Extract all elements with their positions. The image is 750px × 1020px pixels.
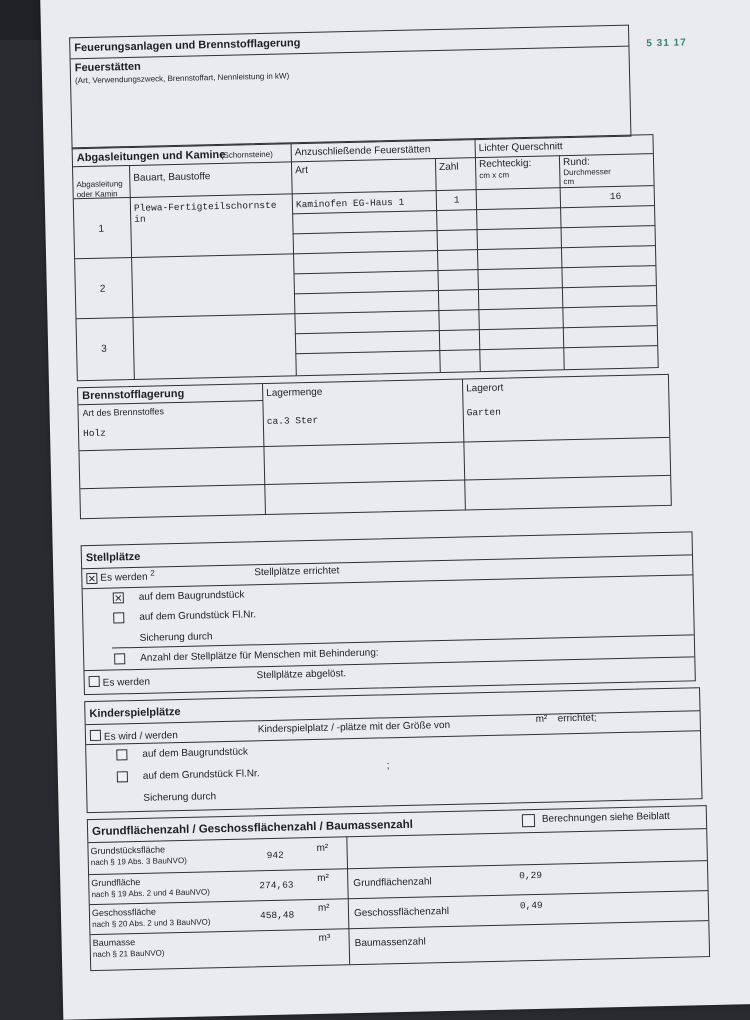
kinder-text: Kinderspielplatz / -plätze mit der Größe von [257,719,451,736]
gfz-row-3-label-1: Geschossfläche [91,906,157,919]
col-abgasleitung-2: oder Kamin [76,189,118,200]
gfz-row-2-label-1: Grundfläche [91,876,141,889]
behinderung-label: Anzahl der Stellplätze für Menschen mit Behinderung: [140,647,379,664]
gfz-row-2-unit: m² [317,872,330,884]
col-zahl: Zahl [439,161,459,173]
beiblatt-checkbox[interactable] [522,814,535,827]
gfz-row-2-zahl-label: Grundflächenzahl [353,876,432,890]
feuerstaetten-label: Feuerstätten [74,60,141,75]
abgas-row-1-bauart-2: in [134,213,146,225]
gfz-row-4-unit: m³ [318,932,331,944]
es-werden-label: Es werden [100,571,148,584]
kinder-sicherung-label: Sicherung durch [143,791,217,804]
gfz-row-1-unit: m² [316,842,329,854]
gfz-row-4-zahl-label: Baumassenzahl [354,936,426,950]
abgas-title: Abgasleitungen und Kamine [76,148,226,165]
col-anzuschliessende: Anzuschließende Feuerstätten [294,144,431,159]
stellplaetze-title: Stellplätze [85,550,141,565]
stellplaetze-section [81,531,696,695]
sicherung-label: Sicherung durch [139,631,213,644]
col-bauart: Bauart, Baustoffe [133,171,211,184]
abgas-row-1-art: Kaminofen EG-Haus 1 [295,196,405,211]
es-werden-checkbox[interactable]: × [87,570,96,587]
stellplaetze-errichtet: Stellplätze errichtet [254,565,340,579]
col-art: Art [295,164,309,177]
col-lagerort: Lagerort [466,382,504,395]
col-rund-unit-1: Durchmesser [563,167,611,178]
kinder-baugrundstueck-checkbox[interactable] [116,749,127,760]
abgas-row-1-num: 1 [98,223,105,235]
es-wird-checkbox[interactable] [90,730,101,741]
grundstueck-label: auf dem Grundstück Fl.Nr. [139,609,257,623]
kinder-grundstueck-label: auf dem Grundstück Fl.Nr. [142,768,260,782]
abgas-row-1-bauart-1: Plewa-Fertigteilschornste [133,199,277,214]
gfz-row-3-zahl-label: Geschossflächenzahl [353,905,450,920]
feuerung-title: Feuerungsanlagen und Brennstofflagerung [74,37,301,55]
baugrundstueck-label: auf dem Baugrundstück [138,589,245,603]
abgas-title-hint: (Schornsteine) [220,149,273,160]
gfz-title: Grundflächenzahl / Geschossflächenzahl / Baumassenzahl [91,818,413,839]
abgas-row-1-rund: 16 [609,190,622,203]
gfz-row-3-label-2: nach § 20 Abs. 2 und 3 BauNVO) [92,917,211,930]
brennstoff-section [77,374,672,519]
abgas-row-1-zahl: 1 [453,194,460,206]
stellplaetze-abgeloest: Stellplätze abgelöst. [256,668,347,682]
gfz-row-1-value: 942 [266,849,284,862]
gfz-row-3-zahl-value: 0,49 [519,899,543,912]
brennstoff-art-value: Holz [82,427,107,440]
feuerstaetten-hint: (Art, Verwendungszweck, Brennstoffart, Nennleistung in kW) [74,71,290,86]
es-wird-label: Es wird / werden [103,730,178,743]
gfz-row-1-label-1: Grundstücksfläche [90,844,166,857]
feuerung-section [69,25,631,150]
es-werden-2-label: Es werden [102,676,151,689]
kinder-grundstueck-checkbox[interactable] [117,771,128,782]
es-werden-2-checkbox[interactable] [89,676,100,687]
brennstoff-title: Brennstofflagerung [82,387,185,403]
col-rund: Rund: [562,156,590,169]
abgas-section [72,134,659,381]
kinder-title: Kinderspielplätze [89,705,181,721]
gfz-row-4-label-1: Baumasse [92,937,136,949]
gfz-section [87,805,710,971]
col-rechteckig: Rechteckig: [478,157,532,171]
kinder-baugrundstueck-label: auf dem Baugrundstück [142,746,249,760]
grundstueck-checkbox[interactable] [113,612,124,623]
gfz-row-3-value: 458,48 [259,909,295,922]
col-brennstoff-art: Art des Brennstoffes [82,406,165,419]
col-lagermenge: Lagermenge [266,386,323,399]
gfz-row-2-zahl-value: 0,29 [519,869,543,882]
abgas-row-3-num: 3 [101,343,107,355]
col-abgasleitung-1: Abgasleitung [76,179,123,190]
col-rechteckig-unit: cm x cm [479,170,510,181]
kinder-semicolon: ; [386,760,390,772]
abgas-row-2-num: 2 [99,283,106,295]
gfz-row-4-label-2: nach § 21 BauNVO) [92,948,165,960]
brennstoff-ort-value: Garten [466,406,502,419]
kinder-unit: m² [535,713,548,725]
gfz-row-1-label-2: nach § 19 Abs. 3 BauNVO) [90,855,187,868]
gfz-row-2-label-2: nach § 19 Abs. 2 und 4 BauNVO) [91,887,210,900]
col-querschnitt: Lichter Querschnitt [478,141,563,155]
beiblatt-label: Berechnungen siehe Beiblatt [541,810,670,825]
form-page [40,0,750,1020]
col-rund-unit-2: cm [563,176,575,187]
kinder-errichtet: errichtet; [557,712,597,725]
behinderung-checkbox[interactable] [114,653,125,664]
baugrundstueck-checkbox[interactable]: × [114,590,123,606]
brennstoff-menge-value: ca.3 Ster [266,414,319,427]
gfz-row-3-unit: m² [317,902,330,914]
page-stamp: 5 31 17 [646,37,687,50]
footnote-2: 2 [150,568,155,578]
kinder-section [84,687,702,813]
gfz-row-2-value: 274,63 [259,879,294,892]
